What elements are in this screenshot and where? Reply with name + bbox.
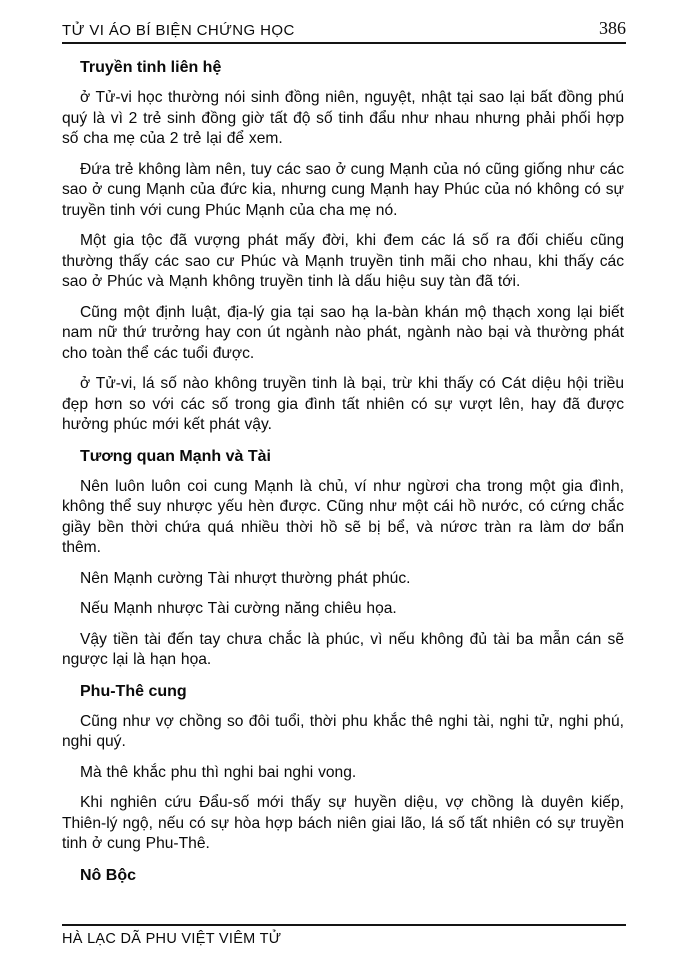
- body-paragraph: Cũng một định luật, địa-lý gia tại sao hạ la-bàn khán mộ thạch xong lại biết nam nữ thứ trưởng hay con út ngành nào phát, ngành nào bại và thường phát cho toàn thể các tuổi được.: [62, 303, 624, 362]
- section-heading: Tương quan Mạnh và Tài: [80, 447, 271, 465]
- body-paragraph: ở Tử-vi học thường nói sinh đồng niên, nguyệt, nhật tại sao lại bất đồng phú quý là vì 2 trẻ sinh đồng giờ tất độ số tinh đẩu như nhau nhưng phải phối hợp số cha mẹ của 2 trẻ lại để xem.: [62, 89, 624, 147]
- body-paragraph: Cũng như vợ chồng so đôi tuổi, thời phu khắc thê nghi tài, nghi tử, nghi phú, nghi quý.: [62, 712, 624, 750]
- body-paragraph: Nên Mạnh cường Tài nhượt thường phát phúc.: [80, 569, 411, 587]
- page-body: [62, 57, 624, 896]
- body-paragraph: Nên luôn luôn coi cung Mạnh là chủ, ví như ngừơi cha trong một gia đình, không thể suy nhược yếu hèn được. Cũng như một cái hồ nước, có cứng chắc giầy bền thời chứa quá nhiều thời hồ sẽ bị bể, và nứơc tràn ra làm dơ bẩn thêm.: [62, 477, 624, 556]
- running-title: TỬ VI ÁO BÍ BIỆN CHỨNG HỌC: [62, 22, 295, 39]
- body-paragraph: Khi nghiên cứu Đẩu-số mới thấy sự huyền diệu, vợ chồng là duyên kiếp, Thiên-lý ngộ, nếu có sự hòa hợp bách niên giai lão, lá số tất nhiên có sự truyền tinh ở cung Phu-Thê.: [62, 794, 624, 852]
- body-paragraph: Vậy tiền tài đến tay chưa chắc là phúc, vì nếu không đủ tài ba mẫn cán sẽ ngược lại là hạn họa.: [62, 630, 624, 668]
- page-footer: [62, 924, 626, 948]
- author-name: HÀ LẠC DÃ PHU VIỆT VIÊM TỬ: [62, 931, 282, 947]
- body-paragraph: ở Tử-vi, lá số nào không truyền tinh là bại, trừ khi thấy có Cát diệu hội triều đẹp hơn so với các số trong gia đình tất nhiên có sự vượt lên, hay đã được hưởng phúc mới kết phát vậy.: [62, 375, 624, 433]
- section-heading: Truyền tinh liên hệ: [80, 59, 222, 76]
- body-paragraph: Nếu Mạnh nhược Tài cường năng chiêu họa.: [80, 600, 397, 617]
- body-paragraph: Một gia tộc đã vượng phát mấy đời, khi đem các lá số ra đối chiếu cũng thường thấy các sao cư Phúc và Mạnh truyền tinh mãi cho nhau, khi thấy các sao ở Phúc và Mạnh không truyền tinh là dấu hiệu suy tàn đã tới.: [62, 232, 624, 290]
- body-paragraph: Đứa trẻ không làm nên, tuy các sao ở cung Mạnh của nó cũng giống như các sao ở cung Mạnh của đức kia, nhưng cung Mạnh hay Phúc của nó không có sự truyền tinh với cung Phúc Mạnh của cha mẹ nó.: [62, 160, 624, 219]
- page-header: [62, 18, 626, 44]
- section-heading: Phu-Thê cung: [80, 682, 187, 700]
- page-number: 386: [599, 18, 626, 38]
- section-heading: Nô Bộc: [80, 866, 136, 884]
- body-paragraph: Mà thê khắc phu thì nghi bai nghi vong.: [80, 763, 357, 781]
